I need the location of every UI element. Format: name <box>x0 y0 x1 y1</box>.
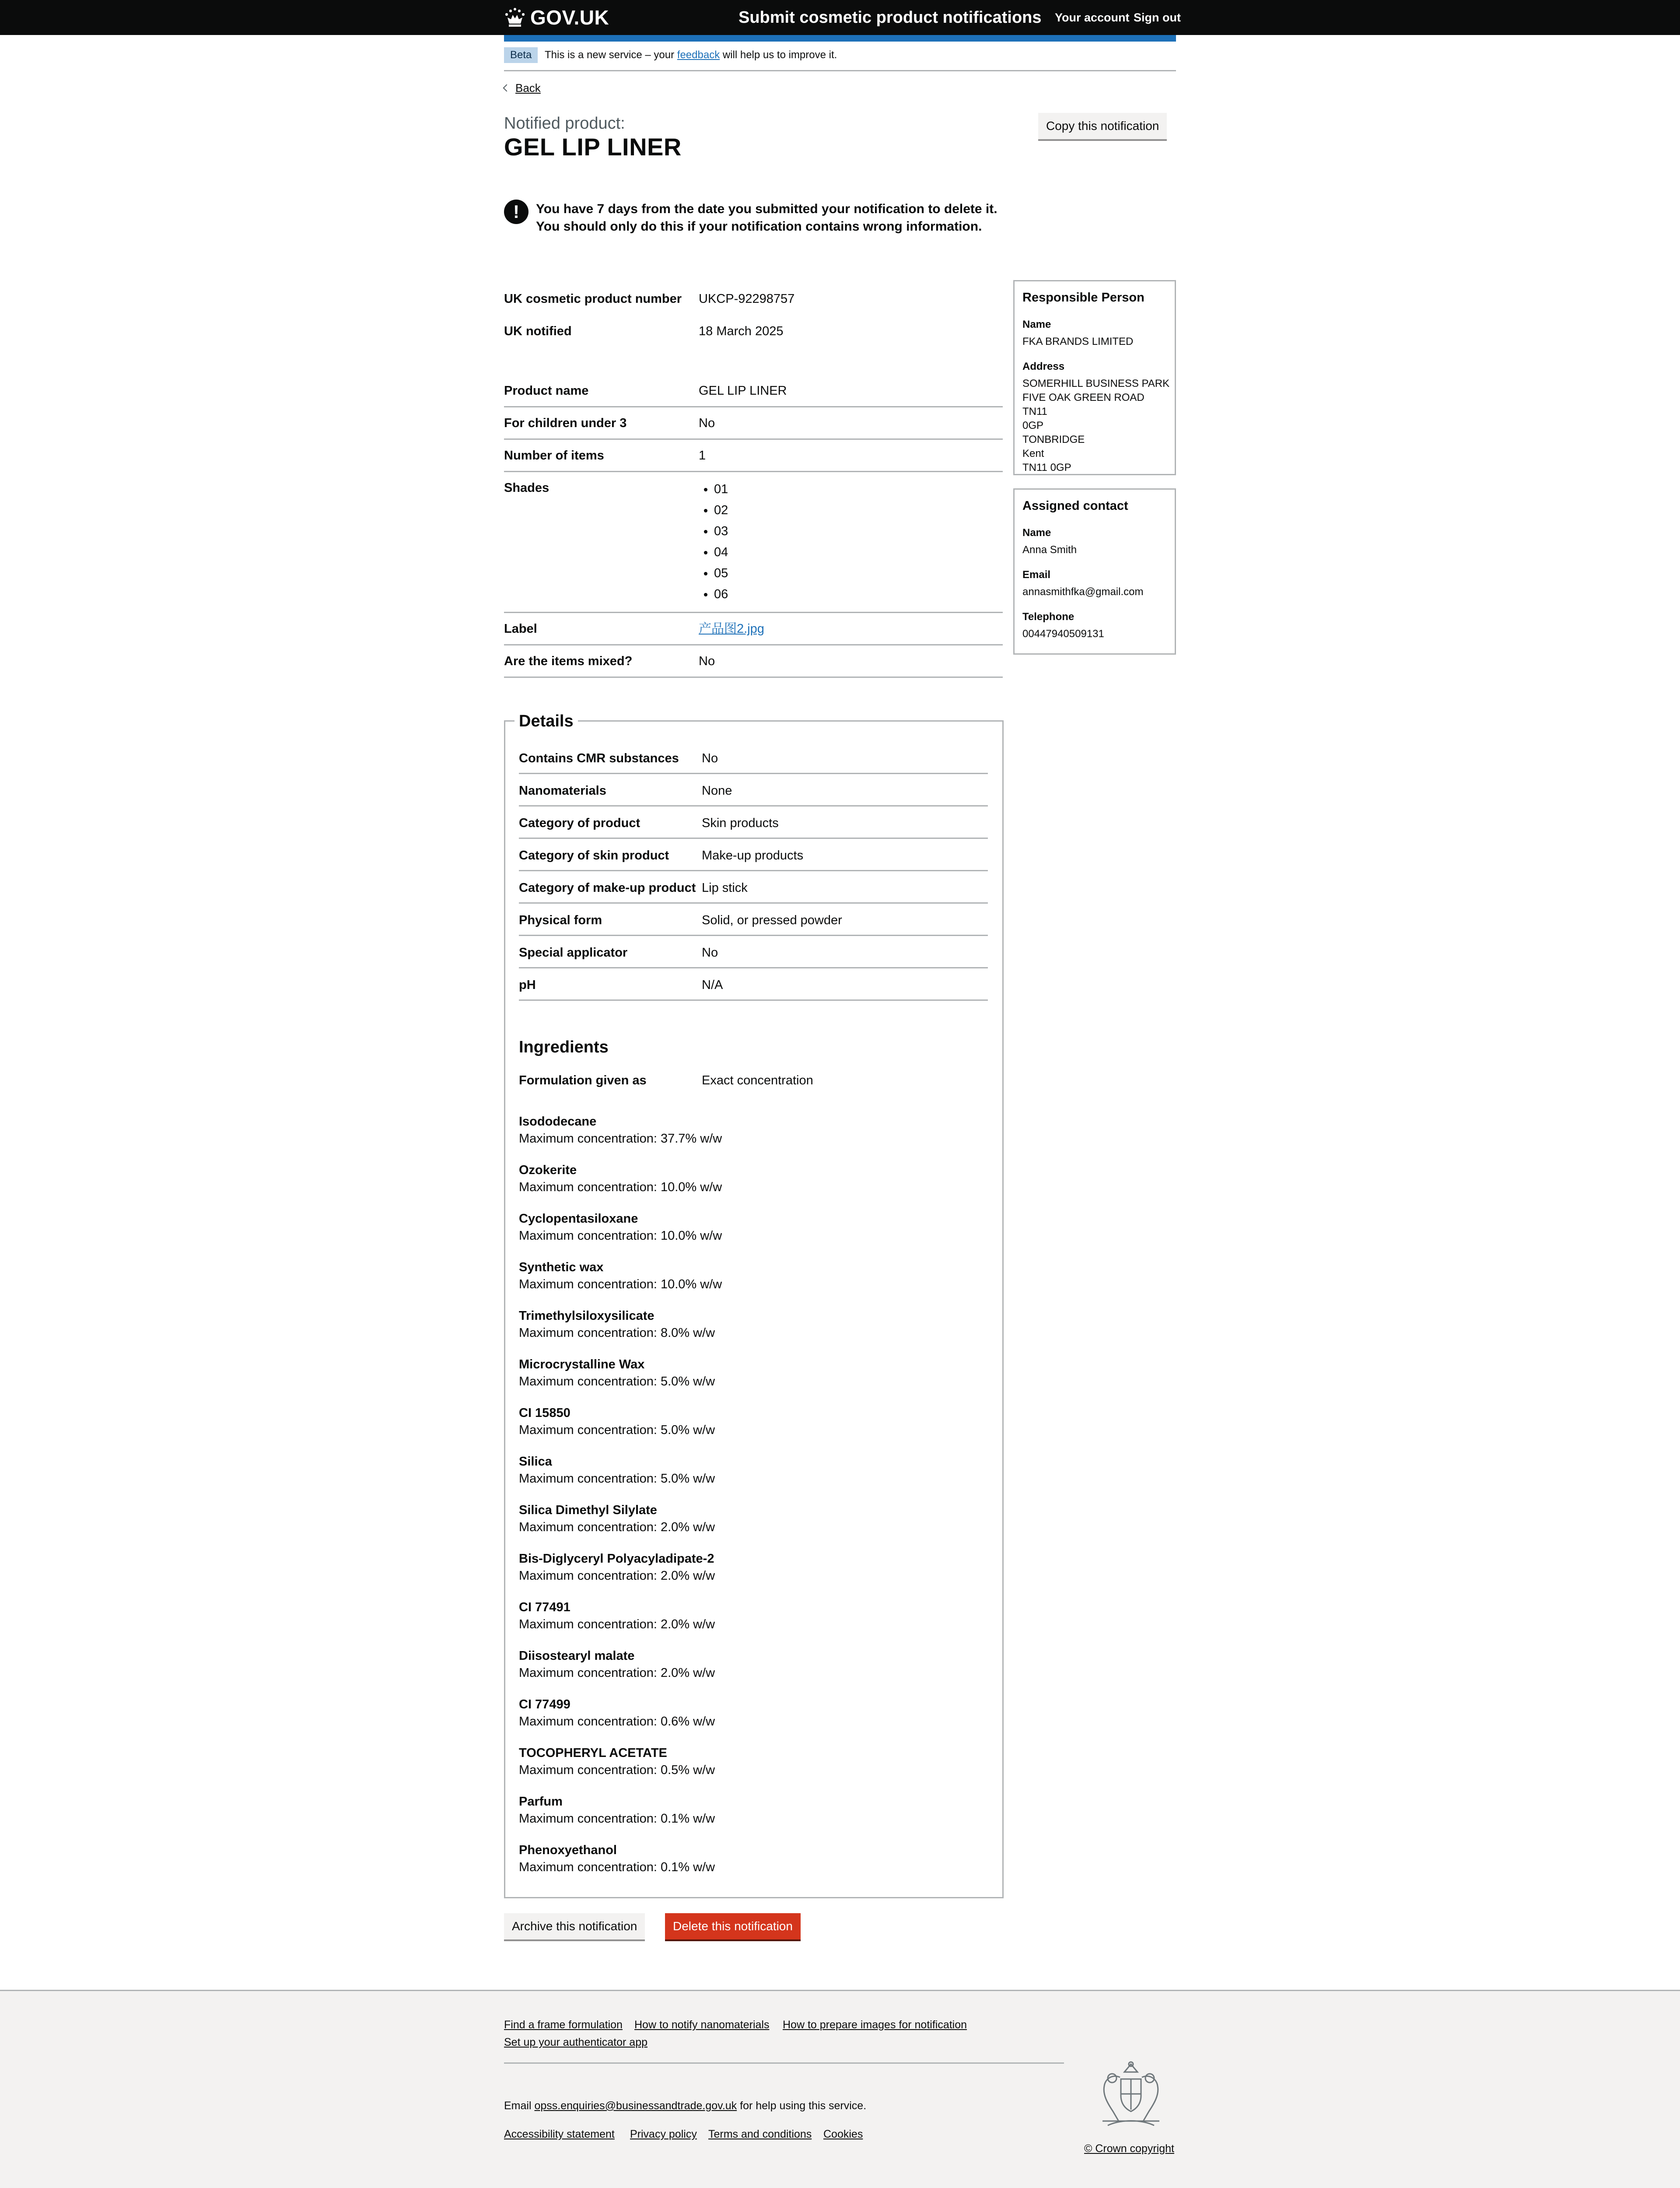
feedback-link[interactable]: feedback <box>677 49 720 61</box>
ingredient-item <box>519 1113 956 1147</box>
phase-text-before: This is a new service – your <box>545 49 677 61</box>
ingredient-name: Microcrystalline Wax <box>519 1357 645 1371</box>
details-value: N/A <box>702 978 723 992</box>
contact-email-label: Email <box>1022 569 1051 581</box>
ingredient-item <box>519 1599 956 1633</box>
footer-link-privacy[interactable]: Privacy policy <box>630 2128 697 2140</box>
details-key: Category of make-up product <box>519 881 696 895</box>
details-row <box>519 977 988 1001</box>
details-row <box>519 782 988 806</box>
ingredient-name: CI 77499 <box>519 1697 570 1711</box>
ingredient-name: CI 15850 <box>519 1406 570 1420</box>
list-item: • 04 <box>714 542 728 563</box>
summary-row-shades <box>504 479 1003 613</box>
details-value: No <box>702 946 718 960</box>
details-value: Lip stick <box>702 881 748 895</box>
ingredient-concentration: Maximum concentration: 0.6% w/w <box>519 1715 715 1729</box>
royal-coat-of-arms-icon <box>1090 2060 1172 2130</box>
footer-help-text <box>504 2098 866 2113</box>
list-item: • 06 <box>714 584 728 605</box>
details-legend: Details <box>514 710 578 733</box>
ingredient-concentration: Maximum concentration: 2.0% w/w <box>519 1569 715 1583</box>
footer-link-cookies[interactable]: Cookies <box>823 2128 863 2140</box>
ingredient-concentration: Maximum concentration: 37.7% w/w <box>519 1132 722 1146</box>
govuk-logo-link[interactable] <box>504 5 609 30</box>
ingredient-item <box>519 1210 956 1245</box>
footer-link-authenticator-app[interactable]: Set up your authenticator app <box>504 2036 648 2048</box>
ingredient-concentration: Maximum concentration: 0.1% w/w <box>519 1812 715 1826</box>
responsible-person-heading: Responsible Person <box>1022 291 1144 305</box>
details-key: Category of product <box>519 816 640 830</box>
summary-key: Are the items mixed? <box>504 654 633 668</box>
contact-name-label: Name <box>1022 527 1051 539</box>
ingredient-item <box>519 1793 956 1827</box>
shades-list <box>699 479 728 605</box>
list-item: • 02 <box>714 500 728 521</box>
summary-value: No <box>699 654 715 668</box>
copy-notification-button[interactable]: Copy this notification <box>1038 113 1167 139</box>
ingredient-item <box>519 1696 956 1730</box>
ingredient-item <box>519 1405 956 1439</box>
details-row <box>519 815 988 839</box>
contact-name: Anna Smith <box>1022 544 1077 556</box>
ingredient-item <box>519 1162 956 1196</box>
crown-copyright-link[interactable]: © Crown copyright <box>1084 2142 1174 2155</box>
footer-link-prepare-images[interactable]: How to prepare images for notification <box>783 2019 967 2031</box>
summary-value: UKCP-92298757 <box>699 292 795 306</box>
contact-email: annasmithfka@gmail.com <box>1022 586 1144 598</box>
details-value: No <box>702 751 718 765</box>
ingredient-concentration: Maximum concentration: 10.0% w/w <box>519 1229 722 1243</box>
summary-value: 18 March 2025 <box>699 324 784 338</box>
summary-row-items <box>504 447 1003 472</box>
details-key: pH <box>519 978 536 992</box>
summary-key: Label <box>504 622 537 636</box>
archive-notification-button[interactable]: Archive this notification <box>504 1913 645 1939</box>
crown-icon <box>504 8 526 27</box>
ingredient-name: Synthetic wax <box>519 1260 604 1274</box>
ingredient-name: Silica Dimethyl Silylate <box>519 1503 657 1517</box>
rp-address-line: 0GP <box>1022 420 1044 431</box>
summary-row-product-name <box>504 382 1003 407</box>
details-value: Solid, or pressed powder <box>702 913 842 927</box>
ingredient-name: Bis-Diglyceryl Polyacyladipate-2 <box>519 1552 714 1566</box>
details-key: Category of skin product <box>519 849 669 863</box>
rp-address-label: Address <box>1022 361 1065 372</box>
details-row <box>519 944 988 968</box>
rp-address-line: SOMERHILL BUSINESS PARK <box>1022 378 1170 389</box>
ingredient-name: Silica <box>519 1455 552 1469</box>
ingredient-concentration: Maximum concentration: 2.0% w/w <box>519 1520 715 1534</box>
summary-row-uk-notified <box>504 323 1003 342</box>
warning-icon: ! <box>504 200 528 224</box>
assigned-contact-heading: Assigned contact <box>1022 499 1128 513</box>
summary-row-uk-number <box>504 291 1003 310</box>
summary-row-mixed <box>504 653 1003 678</box>
footer-divider <box>504 2062 1064 2064</box>
contact-telephone-label: Telephone <box>1022 611 1074 623</box>
list-item: • 03 <box>714 521 728 542</box>
ingredient-item <box>519 1356 956 1390</box>
details-key: Physical form <box>519 913 602 927</box>
ingredient-name: CI 77491 <box>519 1600 570 1614</box>
delete-notification-button[interactable]: Delete this notification <box>665 1913 801 1939</box>
details-key: Special applicator <box>519 946 628 960</box>
ingredient-concentration: Maximum concentration: 5.0% w/w <box>519 1375 715 1389</box>
footer-link-accessibility[interactable]: Accessibility statement <box>504 2128 615 2140</box>
details-row <box>519 750 988 774</box>
details-value: None <box>702 784 732 798</box>
ingredient-item <box>519 1745 956 1779</box>
phase-banner-text <box>545 48 837 62</box>
ingredient-item <box>519 1648 956 1682</box>
rp-address-line: FIVE OAK GREEN ROAD TN11 <box>1022 392 1144 417</box>
summary-row-label <box>504 621 1003 645</box>
phase-text-after: will help us to improve it. <box>720 49 837 61</box>
summary-value: 1 <box>699 449 706 463</box>
ingredient-concentration: Maximum concentration: 0.5% w/w <box>519 1763 715 1777</box>
details-row <box>519 847 988 871</box>
ingredient-concentration: Maximum concentration: 0.1% w/w <box>519 1860 715 1874</box>
ingredient-concentration: Maximum concentration: 8.0% w/w <box>519 1326 715 1340</box>
list-item: • 05 <box>714 563 728 584</box>
footer-email-suffix: for help using this service. <box>737 2100 867 2112</box>
ingredient-name: Parfum <box>519 1795 563 1809</box>
footer-email-link[interactable]: opss.enquiries@businessandtrade.gov.uk <box>534 2100 737 2112</box>
ingredient-name: Isododecane <box>519 1115 597 1129</box>
ingredient-concentration: Maximum concentration: 5.0% w/w <box>519 1472 715 1486</box>
page-caption: Notified product: <box>504 114 625 133</box>
details-value: Exact concentration <box>702 1073 813 1087</box>
header-blue-bar <box>504 35 1176 42</box>
ingredient-name: Diisostearyl malate <box>519 1649 635 1663</box>
ingredient-item <box>519 1308 956 1342</box>
label-file-link[interactable]: 产品图2.jpg <box>699 622 764 636</box>
summary-key: UK cosmetic product number <box>504 292 682 306</box>
rp-address <box>1022 377 1171 475</box>
formulation-row <box>519 1072 988 1090</box>
site-header <box>0 0 1680 35</box>
back-link[interactable] <box>504 81 541 95</box>
ingredient-concentration: Maximum concentration: 10.0% w/w <box>519 1277 722 1291</box>
details-key: Formulation given as <box>519 1073 647 1087</box>
details-key: Nanomaterials <box>519 784 606 798</box>
summary-key: Number of items <box>504 449 604 463</box>
ingredient-concentration: Maximum concentration: 2.0% w/w <box>519 1617 715 1631</box>
ingredient-item <box>519 1502 956 1536</box>
details-row <box>519 880 988 904</box>
footer-link-frame-formulation[interactable]: Find a frame formulation <box>504 2019 623 2031</box>
govuk-logo-text: GOV.UK <box>530 6 609 29</box>
footer-link-nanomaterials[interactable]: How to notify nanomaterials <box>634 2019 770 2031</box>
back-link-label: Back <box>515 81 541 95</box>
responsible-person-panel <box>1013 280 1176 475</box>
ingredient-item <box>519 1453 956 1487</box>
sign-out-link[interactable]: Sign out <box>1134 11 1181 24</box>
rp-address-line: Kent <box>1022 448 1044 459</box>
ingredient-concentration: Maximum concentration: 5.0% w/w <box>519 1423 715 1437</box>
beta-tag: Beta <box>504 47 538 63</box>
rp-name-label: Name <box>1022 319 1051 330</box>
ingredient-item <box>519 1842 956 1876</box>
summary-row-children <box>504 415 1003 440</box>
rp-address-line: TONBRIDGE <box>1022 434 1085 445</box>
details-value: Skin products <box>702 816 779 830</box>
summary-key: UK notified <box>504 324 572 338</box>
summary-value: GEL LIP LINER <box>699 384 787 398</box>
warning-text: You have 7 days from the date you submitted your notification to delete it. You should only do this if your notification contains wrong information. <box>536 202 998 234</box>
details-row <box>519 912 988 936</box>
assigned-contact-panel <box>1013 488 1176 655</box>
ingredient-concentration: Maximum concentration: 10.0% w/w <box>519 1180 722 1194</box>
ingredient-name: Trimethylsiloxysilicate <box>519 1309 654 1323</box>
rp-name: FKA BRANDS LIMITED <box>1022 336 1134 347</box>
page-title: GEL LIP LINER <box>504 133 682 161</box>
summary-key: Product name <box>504 384 589 398</box>
ingredient-name: Phenoxyethanol <box>519 1843 617 1857</box>
contact-telephone: 00447940509131 <box>1022 628 1104 640</box>
ingredient-name: Cyclopentasiloxane <box>519 1212 638 1226</box>
ingredients-heading: Ingredients <box>519 1038 609 1056</box>
ingredient-name: Ozokerite <box>519 1163 577 1177</box>
rp-address-line: TN11 0GP <box>1022 462 1071 473</box>
details-value: Make-up products <box>702 849 804 863</box>
details-key: Contains CMR substances <box>519 751 679 765</box>
summary-key: For children under 3 <box>504 416 627 430</box>
chevron-left-icon <box>503 84 511 92</box>
footer-link-terms[interactable]: Terms and conditions <box>708 2128 812 2140</box>
service-name-link[interactable]: Submit cosmetic product notifications <box>738 8 1042 27</box>
summary-value: No <box>699 416 715 430</box>
summary-key: Shades <box>504 481 550 495</box>
ingredient-name: TOCOPHERYL ACETATE <box>519 1746 667 1760</box>
ingredient-item <box>519 1259 956 1293</box>
footer-email-prefix: Email <box>504 2100 535 2112</box>
your-account-link[interactable]: Your account <box>1055 11 1130 24</box>
ingredient-item <box>519 1550 956 1585</box>
list-item: • 01 <box>714 479 728 500</box>
ingredient-concentration: Maximum concentration: 2.0% w/w <box>519 1666 715 1680</box>
